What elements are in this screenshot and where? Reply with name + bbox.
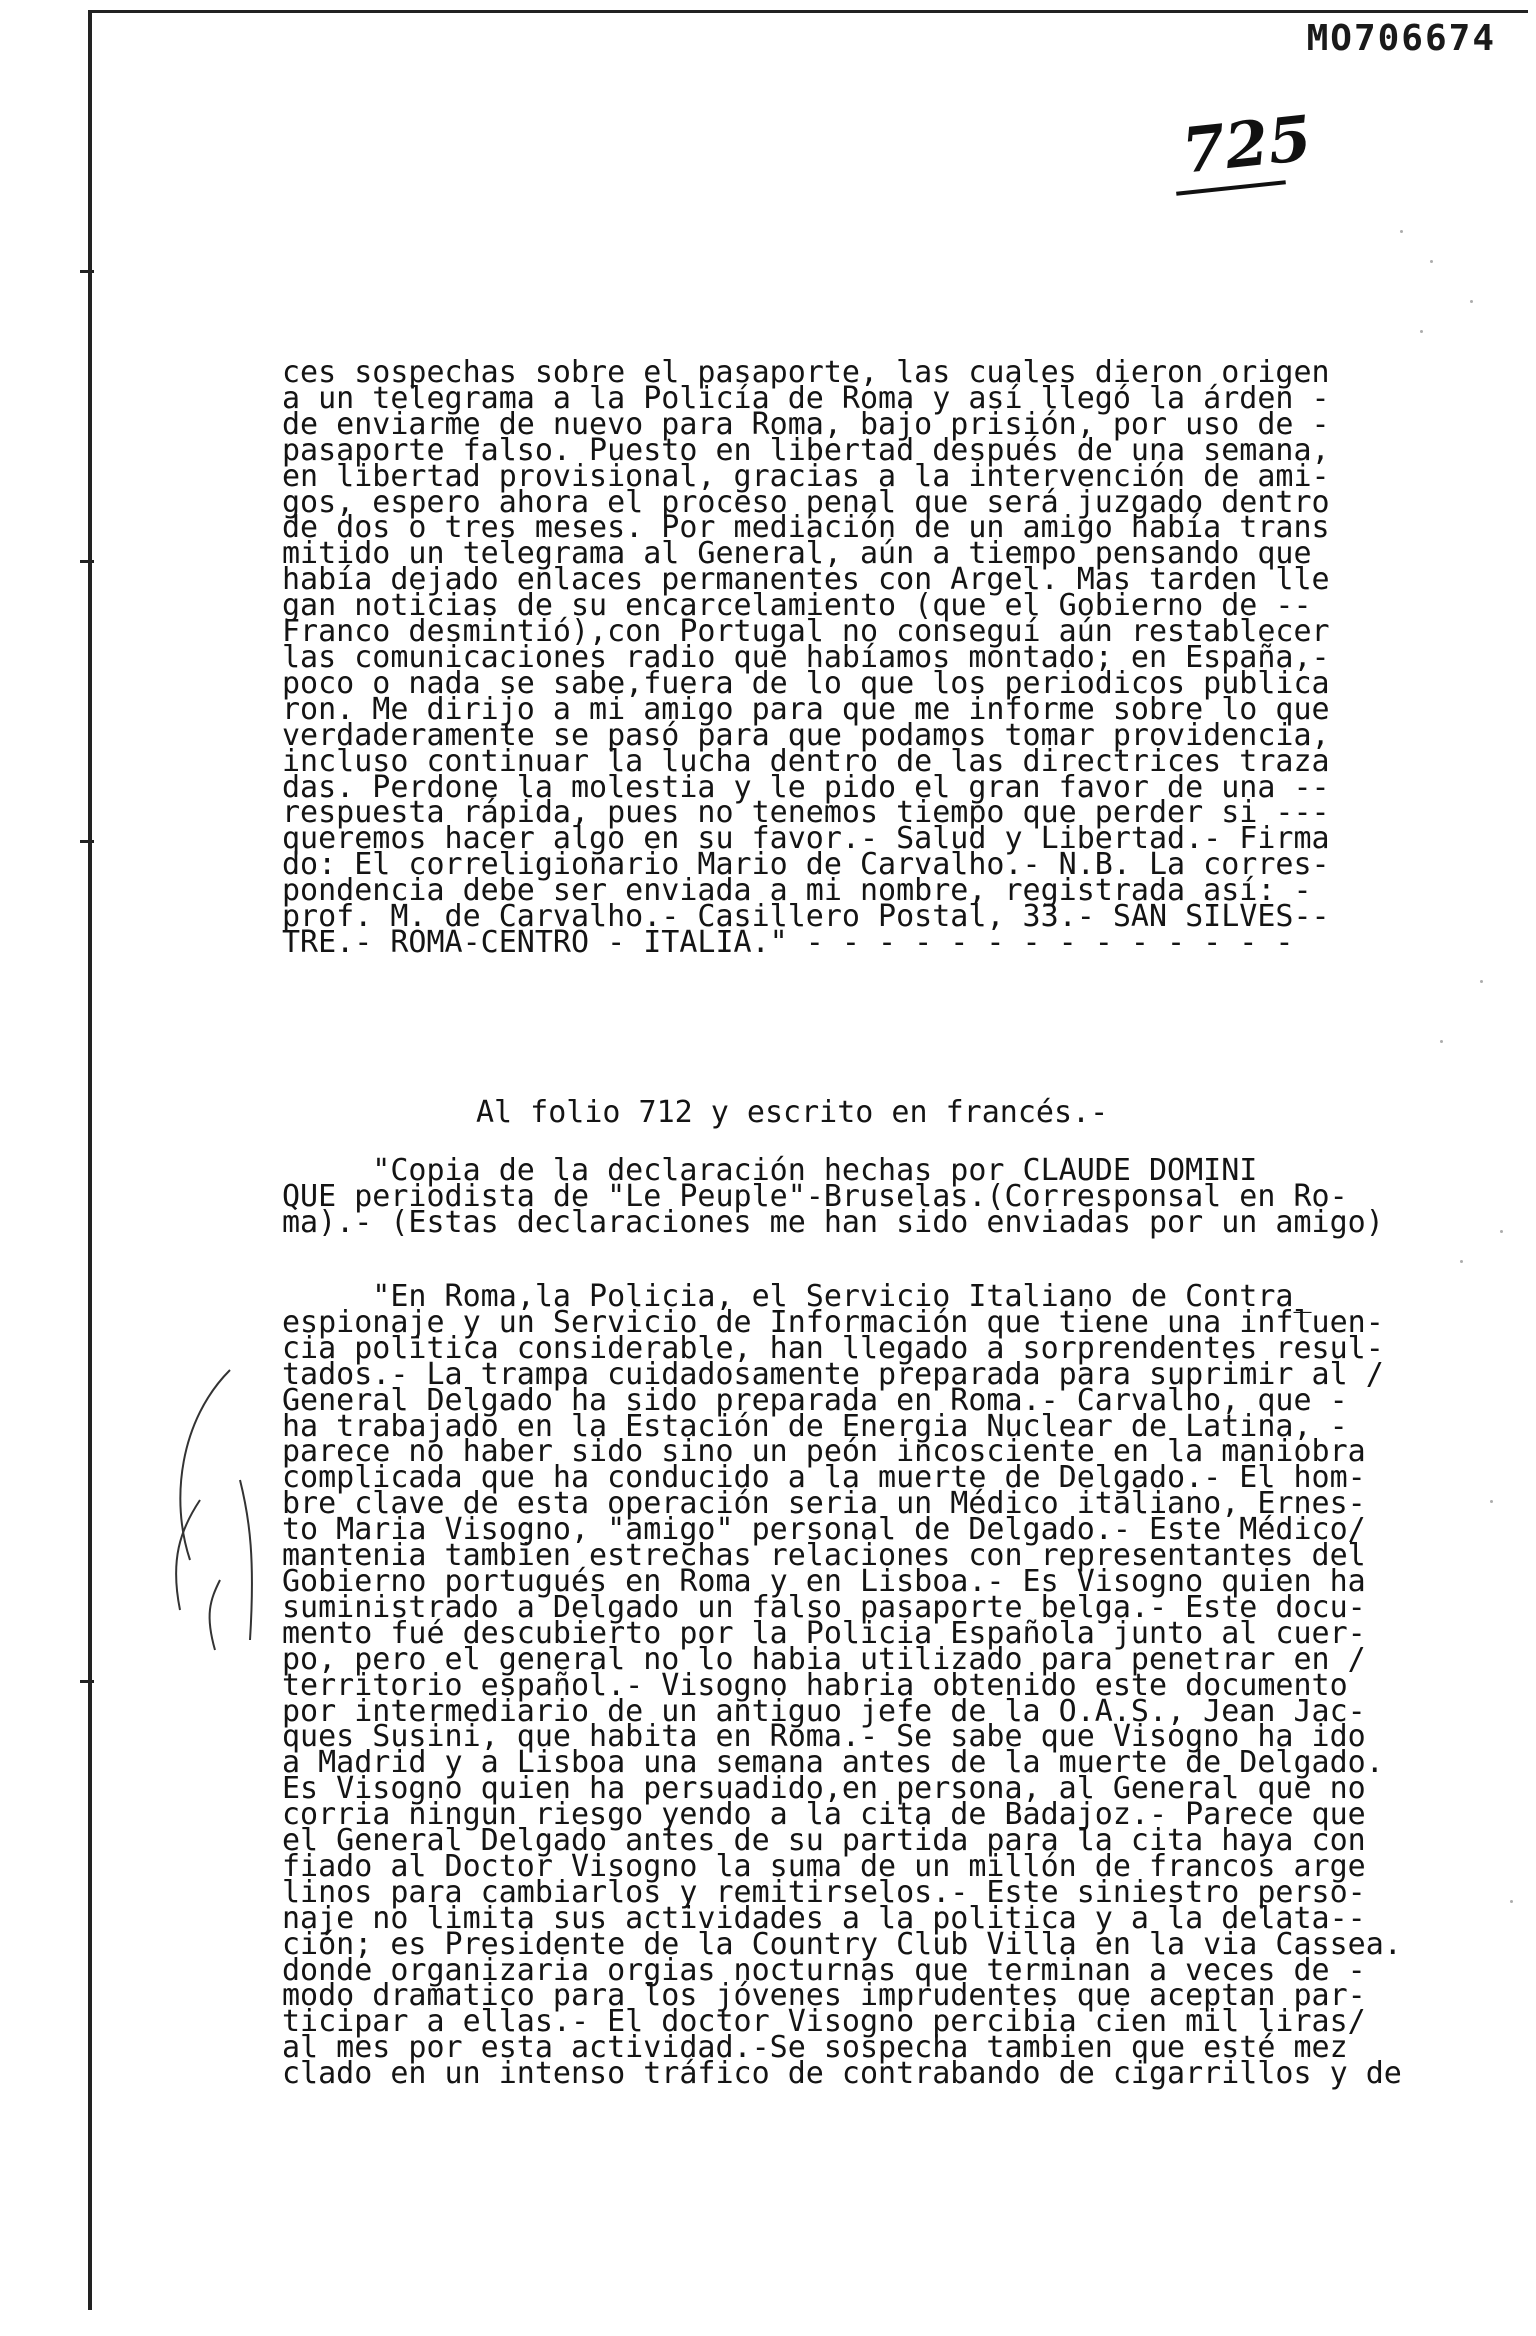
- rome-report-line: tados.- La trampa cuidadosamente preparada para suprimir al /: [282, 1356, 1384, 1392]
- letter-end-line: queremos hacer algo en su favor.- Salud y Libertad.- Firma: [282, 821, 1330, 857]
- rome-report-line: parece no haber sido sino un peón incosciente en la maniobra: [282, 1434, 1366, 1470]
- letter-end-line: mitido un telegrama al General, aún a tiempo pensando que: [282, 536, 1312, 572]
- letter-end-line: gos, espero ahora el proceso penal que será juzgado dentro: [282, 484, 1330, 520]
- rome-report-line: naje no limita sus actividades a la politica y a la delata--: [282, 1900, 1366, 1936]
- rome-report-line: ha trabajado en la Estación de Energia Nuclear de Latina, -: [282, 1408, 1348, 1444]
- letter-end-line: de enviarme de nuevo para Roma, bajo prisión, por uso de -: [282, 406, 1330, 442]
- rome-report-line: donde organizaria orgias nocturnas que terminan a veces de -: [282, 1952, 1366, 1988]
- copy-declaration-line: ma).- (Estas declaraciones me han sido enviadas por un amigo): [282, 1204, 1384, 1240]
- page-border-left: [88, 10, 92, 2310]
- rome-report-line: modo dramatico para los jóvenes imprudentes que aceptan par-: [282, 1978, 1366, 2014]
- rome-report-line: ción; es Presidente de la Country Club Villa en la via Cassea.: [282, 1926, 1402, 1962]
- letter-end-line: de dos o tres meses. Por mediación de un amigo había trans: [282, 510, 1330, 546]
- letter-end-line: pasaporte falso. Puesto en libertad después de una semana,: [282, 432, 1330, 468]
- rome-report-line: complicada que ha conducido a la muerte de Delgado.- El hom-: [282, 1460, 1366, 1496]
- rome-report-line: espionaje y un Servicio de Información que tiene una influen-: [282, 1304, 1384, 1340]
- rome-report-line: "En Roma,la Policia, el Servicio Italiano de Contra_: [282, 1279, 1312, 1314]
- letter-end-line: do: El correligionario Mario de Carvalho.- N.B. La corres-: [282, 847, 1330, 883]
- rome-report-line: territorio español.- Visogno habria obtenido este documento: [282, 1667, 1348, 1703]
- rome-report-line: clado en un intenso tráfico de contrabando de cigarrillos y de: [282, 2056, 1402, 2092]
- rome-report-line: bre clave de esta operación seria un Médico italiano, Ernes-: [282, 1486, 1366, 1522]
- paragraph-copy-declaration: [282, 1153, 1482, 1240]
- letter-end-line: verdaderamente se pasó para que podamos tomar providencia,: [282, 717, 1330, 753]
- rome-report-line: mantenia tambien estrechas relaciones con representantes del: [282, 1538, 1366, 1574]
- rome-report-line: General Delgado ha sido preparada en Roma.- Carvalho, que -: [282, 1382, 1348, 1418]
- letter-end-line: TRE.- ROMA-CENTRO - ITALIA." - - - - - - - - - - - - - -: [282, 924, 1294, 960]
- rome-report-line: corria ningun riesgo yendo a la cita de Badajoz.- Parece que: [282, 1797, 1366, 1833]
- section-heading: Al folio 712 y escrito en francés.-: [476, 1095, 1109, 1130]
- letter-end-line: prof. M. de Carvalho.- Casillero Postal, 33.- SAN SILVES--: [282, 899, 1330, 935]
- rome-report-line: el General Delgado antes de su partida para la cita haya con: [282, 1823, 1366, 1859]
- letter-end-line: Franco desmintió),con Portugal no conseguí aún restablecer: [282, 614, 1330, 650]
- rome-report-line: cia politica considerable, han llegado a sorprendentes resul-: [282, 1330, 1384, 1366]
- letter-end-line: las comunicaciones radio que habíamos montado; en España,-: [282, 639, 1330, 675]
- rome-report-line: fiado al Doctor Visogno la suma de un millón de francos arge: [282, 1848, 1366, 1884]
- letter-end-line: ces sospechas sobre el pasaporte, las cuales dieron origen: [282, 355, 1330, 390]
- rome-report-line: po, pero el general no lo habia utilizado para penetrar en /: [282, 1641, 1366, 1677]
- page-border-top: [88, 10, 1528, 13]
- letter-end-line: había dejado enlaces permanentes con Argel. Mas tarden lle: [282, 562, 1330, 598]
- letter-end-line: a un telegrama a la Policía de Roma y así llegó la árden -: [282, 380, 1330, 416]
- letter-end-line: poco o nada se sabe,fuera de lo que los periodicos publica: [282, 665, 1330, 701]
- rome-report-line: suministrado a Delgado un falso pasaporte belga.- Este docu-: [282, 1589, 1366, 1625]
- rome-report-line: ticipar a ellas.- El doctor Visogno percibia cien mil liras/: [282, 2004, 1366, 2040]
- letter-end-line: gan noticias de su encarcelamiento (que el Gobierno de --: [282, 588, 1312, 624]
- copy-declaration-line: "Copia de la declaración hechas por CLAUDE DOMINI: [282, 1153, 1258, 1188]
- rome-report-line: Es Visogno quien ha persuadido,en persona, al General que no: [282, 1771, 1366, 1807]
- paragraph-rome-report: [282, 1279, 1482, 2092]
- letter-end-line: respuesta rápida, pues no tenemos tiempo que perder si ---: [282, 795, 1330, 831]
- paragraph-letter-end: [282, 355, 1482, 960]
- letter-end-line: incluso continuar la lucha dentro de las directrices traza: [282, 743, 1330, 779]
- letter-end-line: pondencia debe ser enviada a mi nombre, registrada así: -: [282, 873, 1312, 909]
- rome-report-line: to Maria Visogno, "amigo" personal de Delgado.- Este Médico/: [282, 1512, 1366, 1548]
- document-stamp-number: MO706674: [1306, 18, 1496, 59]
- handwritten-margin-mark: [160, 1360, 260, 1660]
- copy-declaration-line: QUE periodista de "Le Peuple"-Bruselas.(Corresponsal en Ro-: [282, 1178, 1348, 1214]
- handwritten-folio-number: 725: [1178, 101, 1315, 188]
- letter-end-line: en libertad provisional, gracias a la intervención de ami-: [282, 458, 1330, 494]
- rome-report-line: a Madrid y a Lisboa una semana antes de la muerte de Delgado.: [282, 1745, 1384, 1781]
- rome-report-line: al mes por esta actividad.-Se sospecha tambien que esté mez: [282, 2030, 1348, 2066]
- letter-end-line: das. Perdone la molestia y le pido el gran favor de una --: [282, 769, 1330, 805]
- rome-report-line: linos para cambiarlos y remitirselos.- Este siniestro perso-: [282, 1874, 1366, 1910]
- letter-end-line: ron. Me dirijo a mi amigo para que me informe sobre lo que: [282, 691, 1330, 727]
- rome-report-line: por intermediario de un antiguo jefe de la O.A.S., Jean Jac-: [282, 1693, 1366, 1729]
- rome-report-line: mento fué descubierto por la Policia Española junto al cuer-: [282, 1615, 1366, 1651]
- rome-report-line: ques Susini, que habita en Roma.- Se sabe que Visogno ha ido: [282, 1719, 1366, 1755]
- rome-report-line: Gobierno portugués en Roma y en Lisboa.- Es Visogno quien ha: [282, 1563, 1366, 1599]
